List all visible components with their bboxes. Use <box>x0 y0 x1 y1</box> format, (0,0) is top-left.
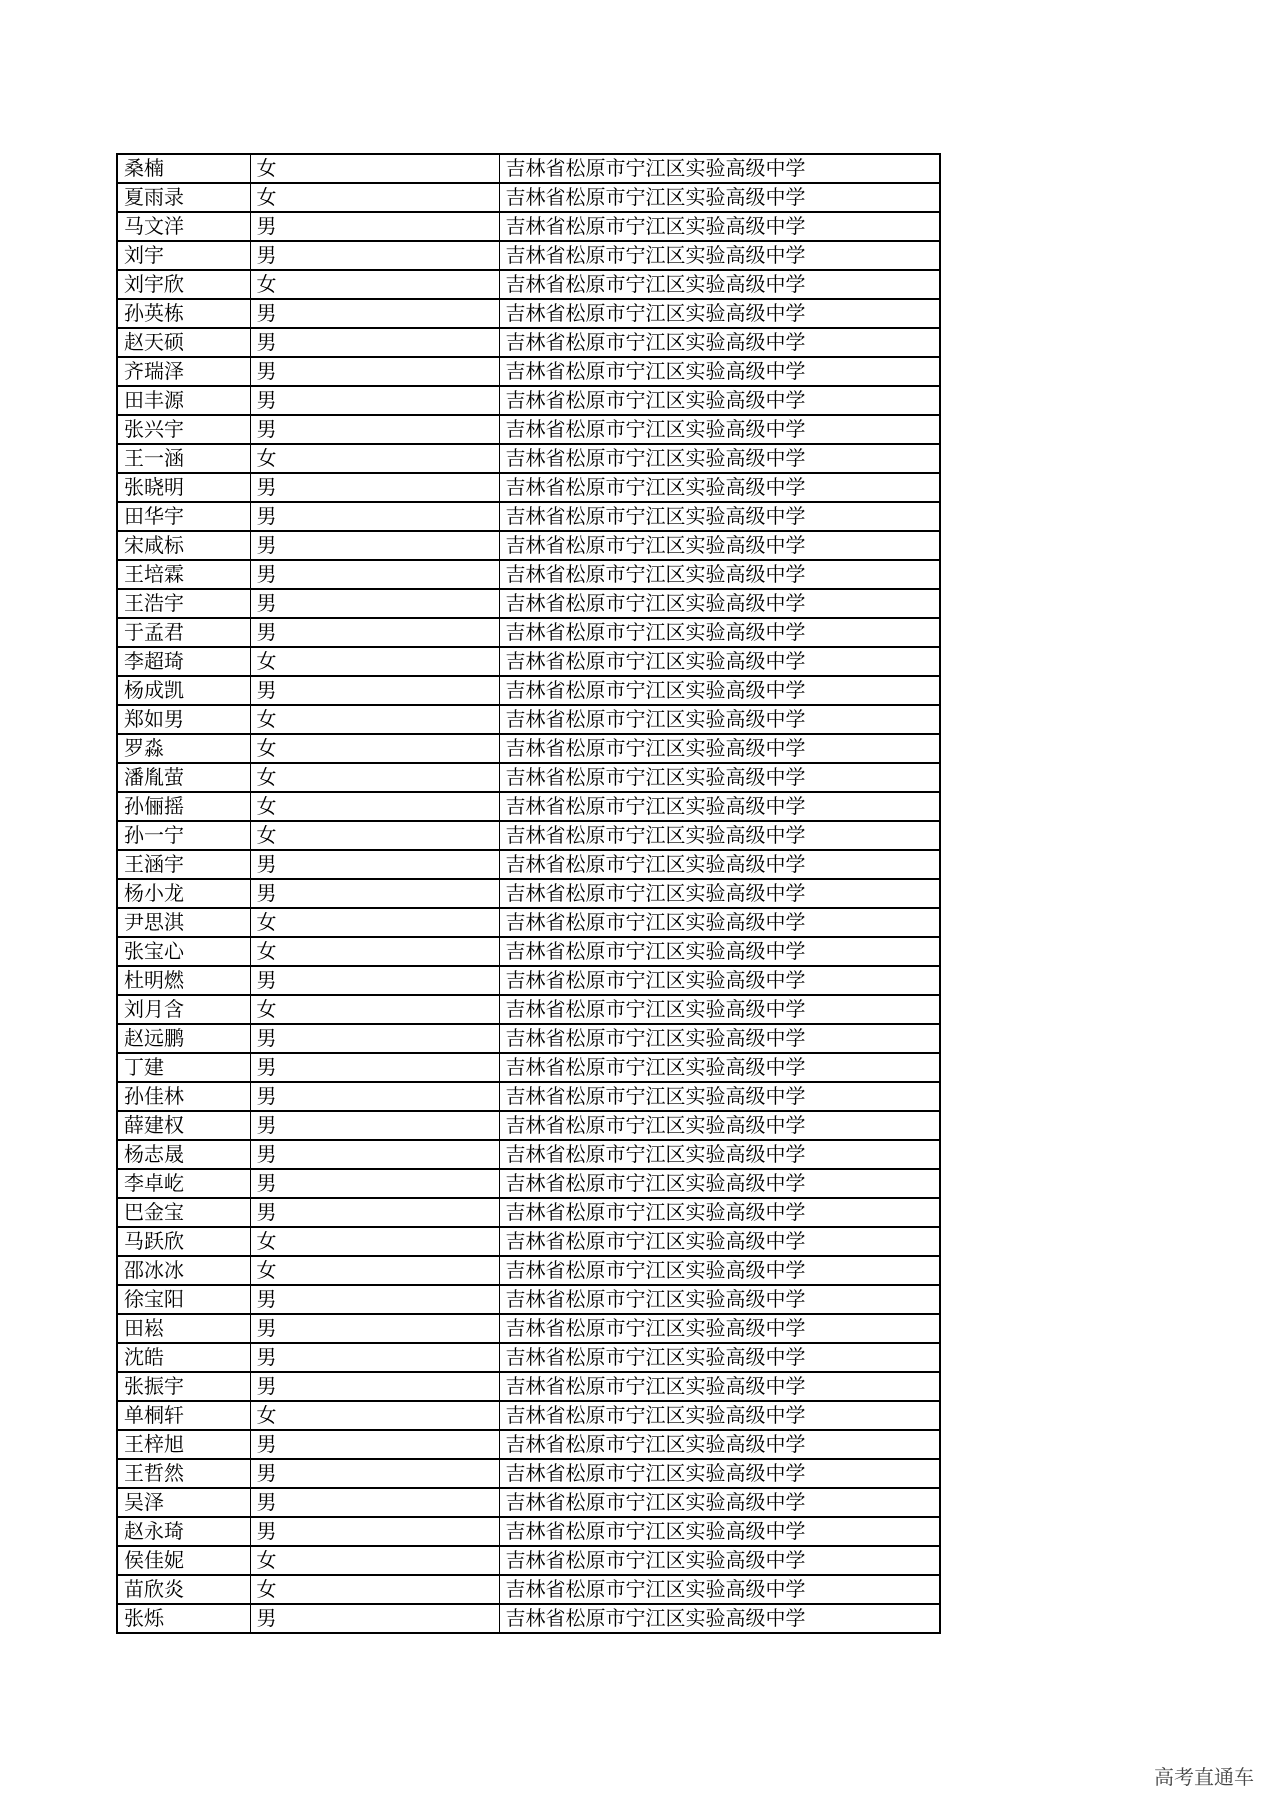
table-row <box>117 1430 940 1459</box>
table-row <box>117 850 940 879</box>
gender-cell: 女 <box>250 792 499 821</box>
student-name-cell: 宋咸标 <box>117 531 250 560</box>
gender-cell: 女 <box>250 705 499 734</box>
table-row <box>117 1488 940 1517</box>
gender-cell: 男 <box>250 560 499 589</box>
student-name-cell: 于孟君 <box>117 618 250 647</box>
school-cell: 吉林省松原市宁江区实验高级中学 <box>499 705 940 734</box>
gender-cell: 男 <box>250 1430 499 1459</box>
school-cell: 吉林省松原市宁江区实验高级中学 <box>499 357 940 386</box>
table-row <box>117 1343 940 1372</box>
school-cell: 吉林省松原市宁江区实验高级中学 <box>499 1111 940 1140</box>
student-name-cell: 巴金宝 <box>117 1198 250 1227</box>
table-row <box>117 299 940 328</box>
school-cell: 吉林省松原市宁江区实验高级中学 <box>499 270 940 299</box>
school-cell: 吉林省松原市宁江区实验高级中学 <box>499 995 940 1024</box>
gender-cell: 男 <box>250 357 499 386</box>
gender-cell: 女 <box>250 1401 499 1430</box>
table-row <box>117 1575 940 1604</box>
gender-cell: 女 <box>250 734 499 763</box>
student-name-cell: 邵冰冰 <box>117 1256 250 1285</box>
school-cell: 吉林省松原市宁江区实验高级中学 <box>499 1024 940 1053</box>
student-name-cell: 田华宇 <box>117 502 250 531</box>
table-row <box>117 1169 940 1198</box>
school-cell: 吉林省松原市宁江区实验高级中学 <box>499 1314 940 1343</box>
gender-cell: 女 <box>250 1227 499 1256</box>
student-name-cell: 罗淼 <box>117 734 250 763</box>
table-row <box>117 328 940 357</box>
gender-cell: 男 <box>250 1314 499 1343</box>
table-row <box>117 1227 940 1256</box>
school-cell: 吉林省松原市宁江区实验高级中学 <box>499 1227 940 1256</box>
school-cell: 吉林省松原市宁江区实验高级中学 <box>499 1140 940 1169</box>
table-row <box>117 531 940 560</box>
table-row <box>117 763 940 792</box>
student-name-cell: 孙一宁 <box>117 821 250 850</box>
gender-cell: 男 <box>250 415 499 444</box>
gender-cell: 女 <box>250 908 499 937</box>
student-name-cell: 张晓明 <box>117 473 250 502</box>
table-row <box>117 647 940 676</box>
gender-cell: 男 <box>250 618 499 647</box>
student-name-cell: 杨成凯 <box>117 676 250 705</box>
table-row <box>117 212 940 241</box>
school-cell: 吉林省松原市宁江区实验高级中学 <box>499 1256 940 1285</box>
student-name-cell: 李卓屹 <box>117 1169 250 1198</box>
gender-cell: 男 <box>250 966 499 995</box>
gender-cell: 男 <box>250 1140 499 1169</box>
table-row <box>117 386 940 415</box>
gender-cell: 男 <box>250 1488 499 1517</box>
student-name-cell: 王浩宇 <box>117 589 250 618</box>
gender-cell: 女 <box>250 154 499 183</box>
student-name-cell: 夏雨录 <box>117 183 250 212</box>
gender-cell: 男 <box>250 676 499 705</box>
student-name-cell: 张兴宇 <box>117 415 250 444</box>
student-name-cell: 杨志晟 <box>117 1140 250 1169</box>
table-row <box>117 1517 940 1546</box>
school-cell: 吉林省松原市宁江区实验高级中学 <box>499 908 940 937</box>
gender-cell: 女 <box>250 1575 499 1604</box>
student-name-cell: 潘胤萤 <box>117 763 250 792</box>
student-name-cell: 王培霖 <box>117 560 250 589</box>
table-row <box>117 1604 940 1633</box>
gender-cell: 男 <box>250 1372 499 1401</box>
table-row <box>117 241 940 270</box>
gender-cell: 男 <box>250 879 499 908</box>
table-row <box>117 821 940 850</box>
table-row <box>117 734 940 763</box>
student-name-cell: 薛建权 <box>117 1111 250 1140</box>
student-name-cell: 杨小龙 <box>117 879 250 908</box>
gender-cell: 男 <box>250 473 499 502</box>
student-name-cell: 孙俪摇 <box>117 792 250 821</box>
gender-cell: 男 <box>250 386 499 415</box>
gender-cell: 男 <box>250 241 499 270</box>
table-row <box>117 1459 940 1488</box>
gender-cell: 女 <box>250 183 499 212</box>
student-name-cell: 单桐轩 <box>117 1401 250 1430</box>
gender-cell: 女 <box>250 647 499 676</box>
school-cell: 吉林省松原市宁江区实验高级中学 <box>499 1285 940 1314</box>
watermark-text: 高考直通车 <box>1154 1765 1254 1789</box>
table-row <box>117 183 940 212</box>
student-name-cell: 苗欣炎 <box>117 1575 250 1604</box>
gender-cell: 女 <box>250 937 499 966</box>
school-cell: 吉林省松原市宁江区实验高级中学 <box>499 1198 940 1227</box>
student-name-cell: 桑楠 <box>117 154 250 183</box>
school-cell: 吉林省松原市宁江区实验高级中学 <box>499 821 940 850</box>
school-cell: 吉林省松原市宁江区实验高级中学 <box>499 1517 940 1546</box>
student-name-cell: 田崧 <box>117 1314 250 1343</box>
gender-cell: 女 <box>250 763 499 792</box>
student-name-cell: 吴泽 <box>117 1488 250 1517</box>
student-name-cell: 张振宇 <box>117 1372 250 1401</box>
school-cell: 吉林省松原市宁江区实验高级中学 <box>499 1082 940 1111</box>
student-name-cell: 尹思淇 <box>117 908 250 937</box>
table-row <box>117 1111 940 1140</box>
table-row <box>117 560 940 589</box>
gender-cell: 女 <box>250 1256 499 1285</box>
student-name-cell: 王一涵 <box>117 444 250 473</box>
school-cell: 吉林省松原市宁江区实验高级中学 <box>499 1401 940 1430</box>
table-row <box>117 879 940 908</box>
gender-cell: 男 <box>250 589 499 618</box>
gender-cell: 男 <box>250 1285 499 1314</box>
table-row <box>117 1256 940 1285</box>
table-row <box>117 1082 940 1111</box>
table-row <box>117 1140 940 1169</box>
table-row <box>117 1372 940 1401</box>
table-row <box>117 154 940 183</box>
school-cell: 吉林省松原市宁江区实验高级中学 <box>499 734 940 763</box>
school-cell: 吉林省松原市宁江区实验高级中学 <box>499 647 940 676</box>
school-cell: 吉林省松原市宁江区实验高级中学 <box>499 183 940 212</box>
school-cell: 吉林省松原市宁江区实验高级中学 <box>499 763 940 792</box>
table-row <box>117 1198 940 1227</box>
school-cell: 吉林省松原市宁江区实验高级中学 <box>499 154 940 183</box>
gender-cell: 男 <box>250 1024 499 1053</box>
student-name-cell: 赵远鹏 <box>117 1024 250 1053</box>
student-name-cell: 张宝心 <box>117 937 250 966</box>
gender-cell: 男 <box>250 1459 499 1488</box>
school-cell: 吉林省松原市宁江区实验高级中学 <box>499 1372 940 1401</box>
table-row <box>117 1024 940 1053</box>
school-cell: 吉林省松原市宁江区实验高级中学 <box>499 676 940 705</box>
school-cell: 吉林省松原市宁江区实验高级中学 <box>499 212 940 241</box>
gender-cell: 男 <box>250 502 499 531</box>
gender-cell: 女 <box>250 821 499 850</box>
school-cell: 吉林省松原市宁江区实验高级中学 <box>499 937 940 966</box>
school-cell: 吉林省松原市宁江区实验高级中学 <box>499 502 940 531</box>
student-name-cell: 张烁 <box>117 1604 250 1633</box>
student-name-cell: 田丰源 <box>117 386 250 415</box>
school-cell: 吉林省松原市宁江区实验高级中学 <box>499 473 940 502</box>
school-cell: 吉林省松原市宁江区实验高级中学 <box>499 850 940 879</box>
gender-cell: 男 <box>250 1198 499 1227</box>
roster-body <box>117 154 940 1633</box>
table-row <box>117 937 940 966</box>
table-row <box>117 792 940 821</box>
gender-cell: 男 <box>250 1169 499 1198</box>
table-row <box>117 270 940 299</box>
student-name-cell: 李超琦 <box>117 647 250 676</box>
school-cell: 吉林省松原市宁江区实验高级中学 <box>499 1575 940 1604</box>
school-cell: 吉林省松原市宁江区实验高级中学 <box>499 1604 940 1633</box>
student-name-cell: 刘月含 <box>117 995 250 1024</box>
student-name-cell: 丁建 <box>117 1053 250 1082</box>
gender-cell: 女 <box>250 270 499 299</box>
table-row <box>117 415 940 444</box>
school-cell: 吉林省松原市宁江区实验高级中学 <box>499 1343 940 1372</box>
school-cell: 吉林省松原市宁江区实验高级中学 <box>499 1546 940 1575</box>
school-cell: 吉林省松原市宁江区实验高级中学 <box>499 589 940 618</box>
gender-cell: 男 <box>250 1111 499 1140</box>
student-name-cell: 郑如男 <box>117 705 250 734</box>
table-row <box>117 1546 940 1575</box>
gender-cell: 男 <box>250 1517 499 1546</box>
student-name-cell: 赵永琦 <box>117 1517 250 1546</box>
table-row <box>117 618 940 647</box>
student-name-cell: 杜明燃 <box>117 966 250 995</box>
table-row <box>117 1285 940 1314</box>
gender-cell: 男 <box>250 531 499 560</box>
student-name-cell: 王哲然 <box>117 1459 250 1488</box>
student-name-cell: 徐宝阳 <box>117 1285 250 1314</box>
table-row <box>117 908 940 937</box>
school-cell: 吉林省松原市宁江区实验高级中学 <box>499 1488 940 1517</box>
table-row <box>117 1401 940 1430</box>
student-name-cell: 孙英栋 <box>117 299 250 328</box>
school-cell: 吉林省松原市宁江区实验高级中学 <box>499 299 940 328</box>
school-cell: 吉林省松原市宁江区实验高级中学 <box>499 966 940 995</box>
school-cell: 吉林省松原市宁江区实验高级中学 <box>499 560 940 589</box>
student-name-cell: 王梓旭 <box>117 1430 250 1459</box>
gender-cell: 男 <box>250 1604 499 1633</box>
table-row <box>117 444 940 473</box>
school-cell: 吉林省松原市宁江区实验高级中学 <box>499 1459 940 1488</box>
school-cell: 吉林省松原市宁江区实验高级中学 <box>499 444 940 473</box>
student-name-cell: 沈皓 <box>117 1343 250 1372</box>
student-name-cell: 侯佳妮 <box>117 1546 250 1575</box>
school-cell: 吉林省松原市宁江区实验高级中学 <box>499 415 940 444</box>
school-cell: 吉林省松原市宁江区实验高级中学 <box>499 618 940 647</box>
table-row <box>117 966 940 995</box>
gender-cell: 男 <box>250 850 499 879</box>
table-row <box>117 1314 940 1343</box>
gender-cell: 女 <box>250 995 499 1024</box>
school-cell: 吉林省松原市宁江区实验高级中学 <box>499 1053 940 1082</box>
student-name-cell: 马文洋 <box>117 212 250 241</box>
student-name-cell: 刘宇 <box>117 241 250 270</box>
school-cell: 吉林省松原市宁江区实验高级中学 <box>499 792 940 821</box>
table-row <box>117 1053 940 1082</box>
gender-cell: 女 <box>250 444 499 473</box>
school-cell: 吉林省松原市宁江区实验高级中学 <box>499 241 940 270</box>
gender-cell: 男 <box>250 212 499 241</box>
student-roster-table <box>116 153 941 1634</box>
school-cell: 吉林省松原市宁江区实验高级中学 <box>499 1169 940 1198</box>
student-name-cell: 马跃欣 <box>117 1227 250 1256</box>
student-name-cell: 赵天硕 <box>117 328 250 357</box>
gender-cell: 男 <box>250 299 499 328</box>
school-cell: 吉林省松原市宁江区实验高级中学 <box>499 1430 940 1459</box>
gender-cell: 男 <box>250 1053 499 1082</box>
table-row <box>117 705 940 734</box>
table-row <box>117 676 940 705</box>
gender-cell: 女 <box>250 1546 499 1575</box>
gender-cell: 男 <box>250 1082 499 1111</box>
table-row <box>117 473 940 502</box>
school-cell: 吉林省松原市宁江区实验高级中学 <box>499 328 940 357</box>
table-row <box>117 589 940 618</box>
school-cell: 吉林省松原市宁江区实验高级中学 <box>499 879 940 908</box>
student-name-cell: 齐瑞泽 <box>117 357 250 386</box>
student-name-cell: 孙佳林 <box>117 1082 250 1111</box>
table-row <box>117 502 940 531</box>
student-name-cell: 刘宇欣 <box>117 270 250 299</box>
gender-cell: 男 <box>250 328 499 357</box>
gender-cell: 男 <box>250 1343 499 1372</box>
table-row <box>117 995 940 1024</box>
student-name-cell: 王涵宇 <box>117 850 250 879</box>
school-cell: 吉林省松原市宁江区实验高级中学 <box>499 531 940 560</box>
school-cell: 吉林省松原市宁江区实验高级中学 <box>499 386 940 415</box>
table-row <box>117 357 940 386</box>
